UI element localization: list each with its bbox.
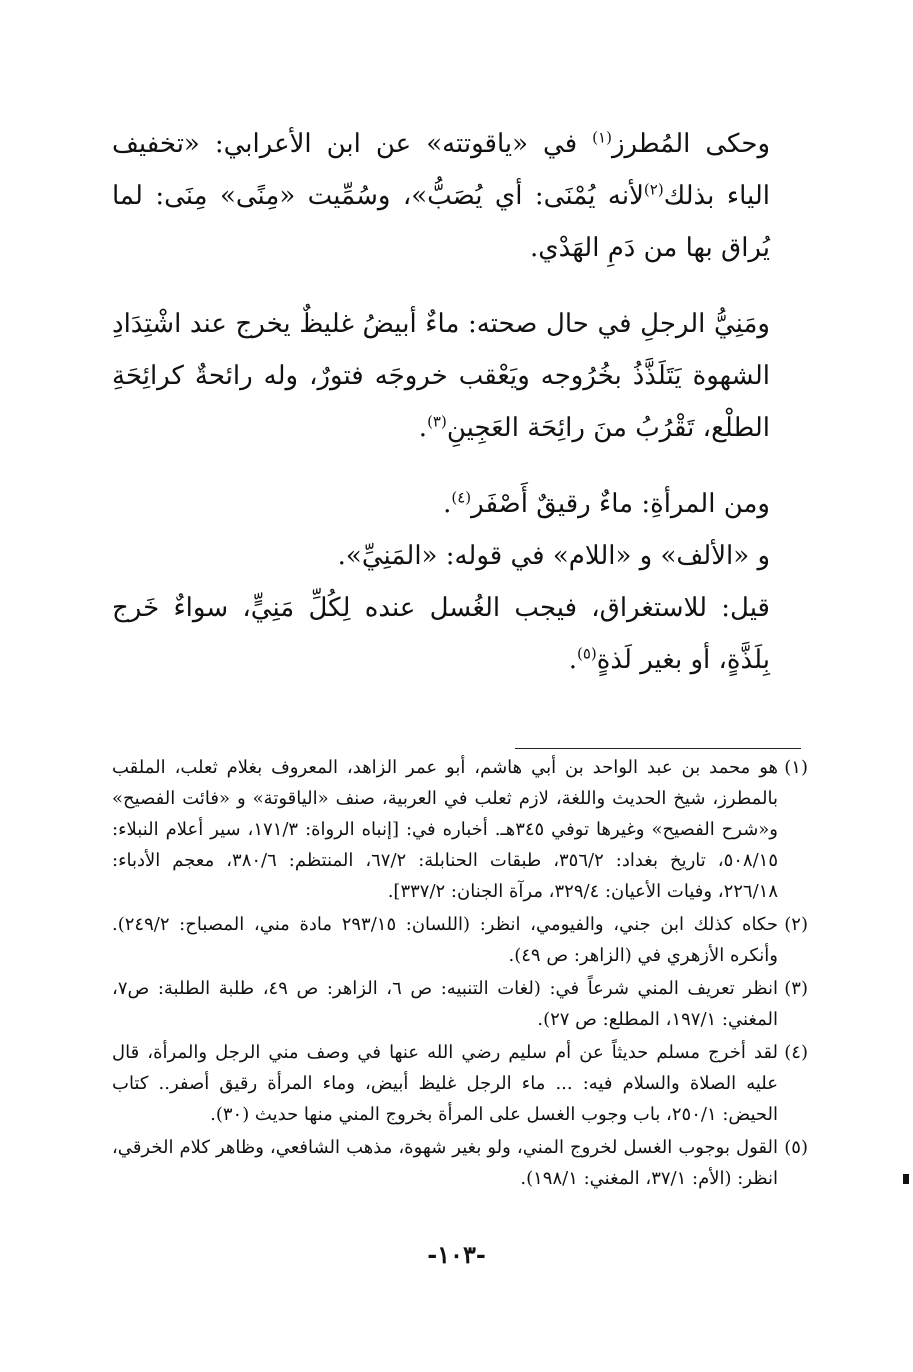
paragraph-4: و «الألف» و «اللام» في قوله: «المَنِيِّ». (337, 541, 770, 571)
paragraph-3-text: ومن المرأةِ: ماءٌ رقيقٌ أَصْفَر (471, 489, 770, 519)
paragraph-1 (112, 118, 808, 274)
footnote-3 (112, 973, 808, 1035)
footnote-ref-4: (٤) (451, 488, 472, 507)
footnote-ref-1: (١) (592, 128, 612, 147)
paragraph-1-text-b: في «ياقوتته» عن ابن الأعرابي: «تخفيف الياء بذلك (112, 129, 771, 211)
paragraph-5-text: قيل: للاستغراق، فيجب الغُسل عنده لِكُلِّ مَنِيٍّ، سواءٌ خَرج بِلَذَّةٍ، أو بغير لَذةٍ (112, 593, 770, 675)
paragraph-3-end: . (443, 489, 452, 519)
footnote-ref-5: (٥) (576, 644, 597, 663)
footnote-text: انظر تعريف المني شرعاً في: (لغات التنبيه: ص ٦، الزاهر: ص ٤٩، طلبة الطلبة: ص٧، المغني: ١٩٧/١، المطلع: ص ٢٧). (112, 978, 778, 1030)
paragraph-2-text: ومَنِيُّ الرجلِ في حال صحته: ماءٌ أبيضُ غليظٌ يخرج عند اشْتِدَادِ الشهوة يَتَلَذَّذُ بخُرُوجه ويَعْقب خروجَه فتورٌ، وله رائحةٌ كرائِحَةِ الطلْع، تَقْرُبُ منَ رائِحَة العَجِينِ (112, 309, 770, 443)
footnote-text: لقد أخرج مسلم حديثاً عن أم سليم رضي الله عنها في وصف مني الرجل والمرأة، قال عليه الصلاة والسلام فيه: ... ماء الرجل غليظ أبيض، وماء المرأة رقيق أصفر.. كتاب الحيض: ٢٥٠/١، باب وجوب الغسل على المرأة بخروج المني منها حديث (٣٠). (112, 1042, 778, 1125)
paragraph-1-text-a: وحكى المُطرز (611, 129, 770, 159)
footnote-number: (٢) (784, 914, 808, 935)
footnote-4 (112, 1037, 808, 1130)
footnote-ref-2: (٢) (643, 180, 664, 199)
footnote-1 (112, 752, 808, 907)
footnote-divider (515, 748, 801, 749)
footnote-number: (٣) (784, 978, 808, 999)
main-text (112, 118, 808, 686)
footnote-number: (١) (784, 757, 808, 778)
footnote-5 (112, 1132, 808, 1194)
paragraph-2-end: . (418, 413, 428, 443)
scan-edge-mark (903, 1174, 909, 1184)
paragraph-5 (112, 582, 808, 686)
footnote-text: هو محمد بن عبد الواحد بن أبي هاشم، أبو عمر الزاهد، المعروف بغلام ثعلب، الملقب بالمطرز، شيخ الحديث واللغة، لازم ثعلب في العربية، صنف «الياقوتة» و «فائت الفصيح» و«شرح الفصيح» وغيرها توفي ٣٤٥هـ. أخباره في: [إنباه الرواة: ١٧١/٣، سير أعلام النبلاء: ٥٠٨/١٥، تاريخ بغداد: ٣٥٦/٢، طبقات الحنابلة: ٦٧/٢، المنتظم: ٣٨٠/٦، معجم الأدباء: ٢٢٦/١٨، وفيات الأعيان: ٣٢٩/٤، مرآة الجنان: ٣٣٧/٢]. (112, 757, 778, 902)
footnote-number: (٥) (784, 1137, 808, 1158)
paragraph-1-text-c: لأنه يُمْنَى: أي يُصَبُّ»، وسُمِّيت «مِنًى» مِنَى: لما يُراق بها من دَمِ الهَدْي. (112, 181, 770, 263)
footnote-text: حكاه كذلك ابن جني، والفيومي، انظر: (اللسان: ٢٩٣/١٥ مادة مني، المصباح: ٢٤٩/٢). وأنكره الأزهري في (الزاهر: ص ٤٩). (112, 914, 778, 966)
paragraph-5-end: . (568, 645, 577, 675)
paragraph-2 (112, 298, 808, 454)
footnote-ref-3: (٣) (427, 412, 447, 431)
page-number: -١٠٣- (427, 1240, 486, 1269)
footnote-number: (٤) (784, 1042, 808, 1063)
paragraph-3 (112, 478, 808, 530)
footnote-text: القول بوجوب الغسل لخروج المني، ولو بغير شهوة، مذهب الشافعي، وظاهر كلام الخرقي، انظر: (الأم: ٣٧/١، المغني: ١٩٨/١). (112, 1137, 778, 1189)
footnotes-section (112, 752, 808, 1196)
footnote-2 (112, 909, 808, 971)
